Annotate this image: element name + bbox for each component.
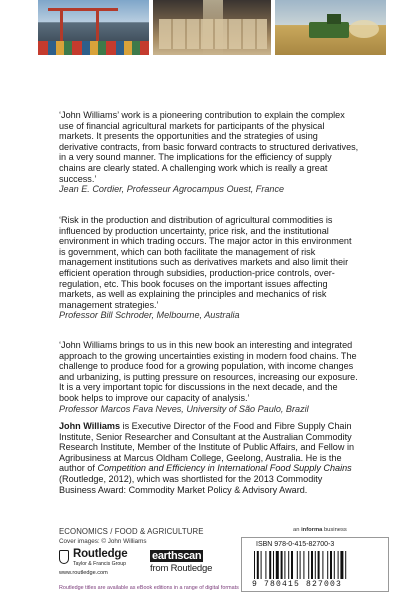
earthscan-name: earthscan: [152, 550, 202, 562]
isbn-text: ISBN 978-0-415-82700-3: [256, 541, 335, 548]
barcode-bars: [254, 551, 378, 579]
endorsement-quote-3: [59, 340, 359, 414]
port-cranes-photo: [38, 0, 149, 55]
earthscan-from: from Routledge: [150, 563, 213, 574]
subject-category: ECONOMICS / FOOD & AGRICULTURE: [59, 527, 204, 536]
barcode-box: [241, 537, 389, 592]
routledge-logo: [59, 548, 139, 578]
author-name: John Williams: [59, 421, 121, 431]
cover-credit: Cover images: © John Williams: [59, 538, 147, 545]
warehouse-photo: [153, 0, 272, 55]
cover-photos: [38, 0, 386, 55]
bio-text-1: is Executive Director of the Food and Fibre Supply Chain Institute, Senior Researcher and Consultant at the Australian Commodity Research Institute, Member of the Institute of Public Affairs, and Fellow in Agribusiness at Marcus Oldham College, Geelong, Australia. He is the author of: [59, 421, 355, 474]
quote-text: ‘Risk in the production and distribution of agricultural commodities is influenced by production uncertainty, price risk, and the institutional environment in which trading occurs. The major actor in this environment is government, which can both facilitate the management of risk management institutions such as derivatives markets and also limit their efficient operation through subsidies, production-price controls, over-regulation, etc. This book focuses on the important issues affecting markets, as well as explaining the principles and mechanics of risk management strategies.’: [59, 215, 352, 310]
quote-attribution: Professor Bill Schroder, Melbourne, Australia: [59, 310, 240, 321]
routledge-subtitle: Taylor & Francis Group: [73, 561, 127, 567]
harvester-photo: [275, 0, 386, 55]
earthscan-logo: [150, 550, 225, 578]
endorsement-quote-1: [59, 110, 359, 195]
quote-text: ‘John Williams’ work is a pioneering contribution to explain the complex use of financial agricultural markets for participants of the physical markets. It presents the opportunities and the strategies of using derivative contracts, from basic forward contracts to structured derivatives, in a very sound manner. The implications for the efficiency of supply chains are clearly stated. A challenging work which is really a great success.’: [59, 110, 359, 184]
routledge-name: Routledge: [73, 548, 128, 560]
informa-tagline: an informa business: [293, 527, 347, 533]
ebook-note: Routledge titles are available as eBook editions in a range of digital formats: [59, 585, 239, 591]
author-bio: [59, 421, 359, 495]
endorsement-quote-2: [59, 215, 359, 321]
quote-attribution: Professor Marcos Fava Neves, University of São Paulo, Brazil: [59, 403, 309, 414]
bio-text-2: (Routledge, 2012), which was shortlisted for the 2013 Commodity Business Award: Commodity Market Policy & Advisory Award.: [59, 473, 323, 495]
routledge-mark-icon: [59, 550, 69, 564]
quote-attribution: Jean E. Cordier, Professeur Agrocampus Ouest, France: [59, 184, 285, 195]
bio-book-title: Competition and Efficiency in International Food Supply Chains: [97, 463, 352, 474]
quote-text: ‘John Williams brings to us in this new book an interesting and integrated approach to the growing uncertainties existing in modern food chains. The challenge to produce food for a growing population, with income changes and urbanizing, is putting pressure on resources, increasing our exposure. It is a very important topic for discussions in the next decade, and the book helps to improve our capacity of analysis.’: [59, 340, 358, 403]
routledge-url: www.routledge.com: [59, 570, 108, 576]
barcode-number: 9 780415 827003: [252, 580, 343, 589]
